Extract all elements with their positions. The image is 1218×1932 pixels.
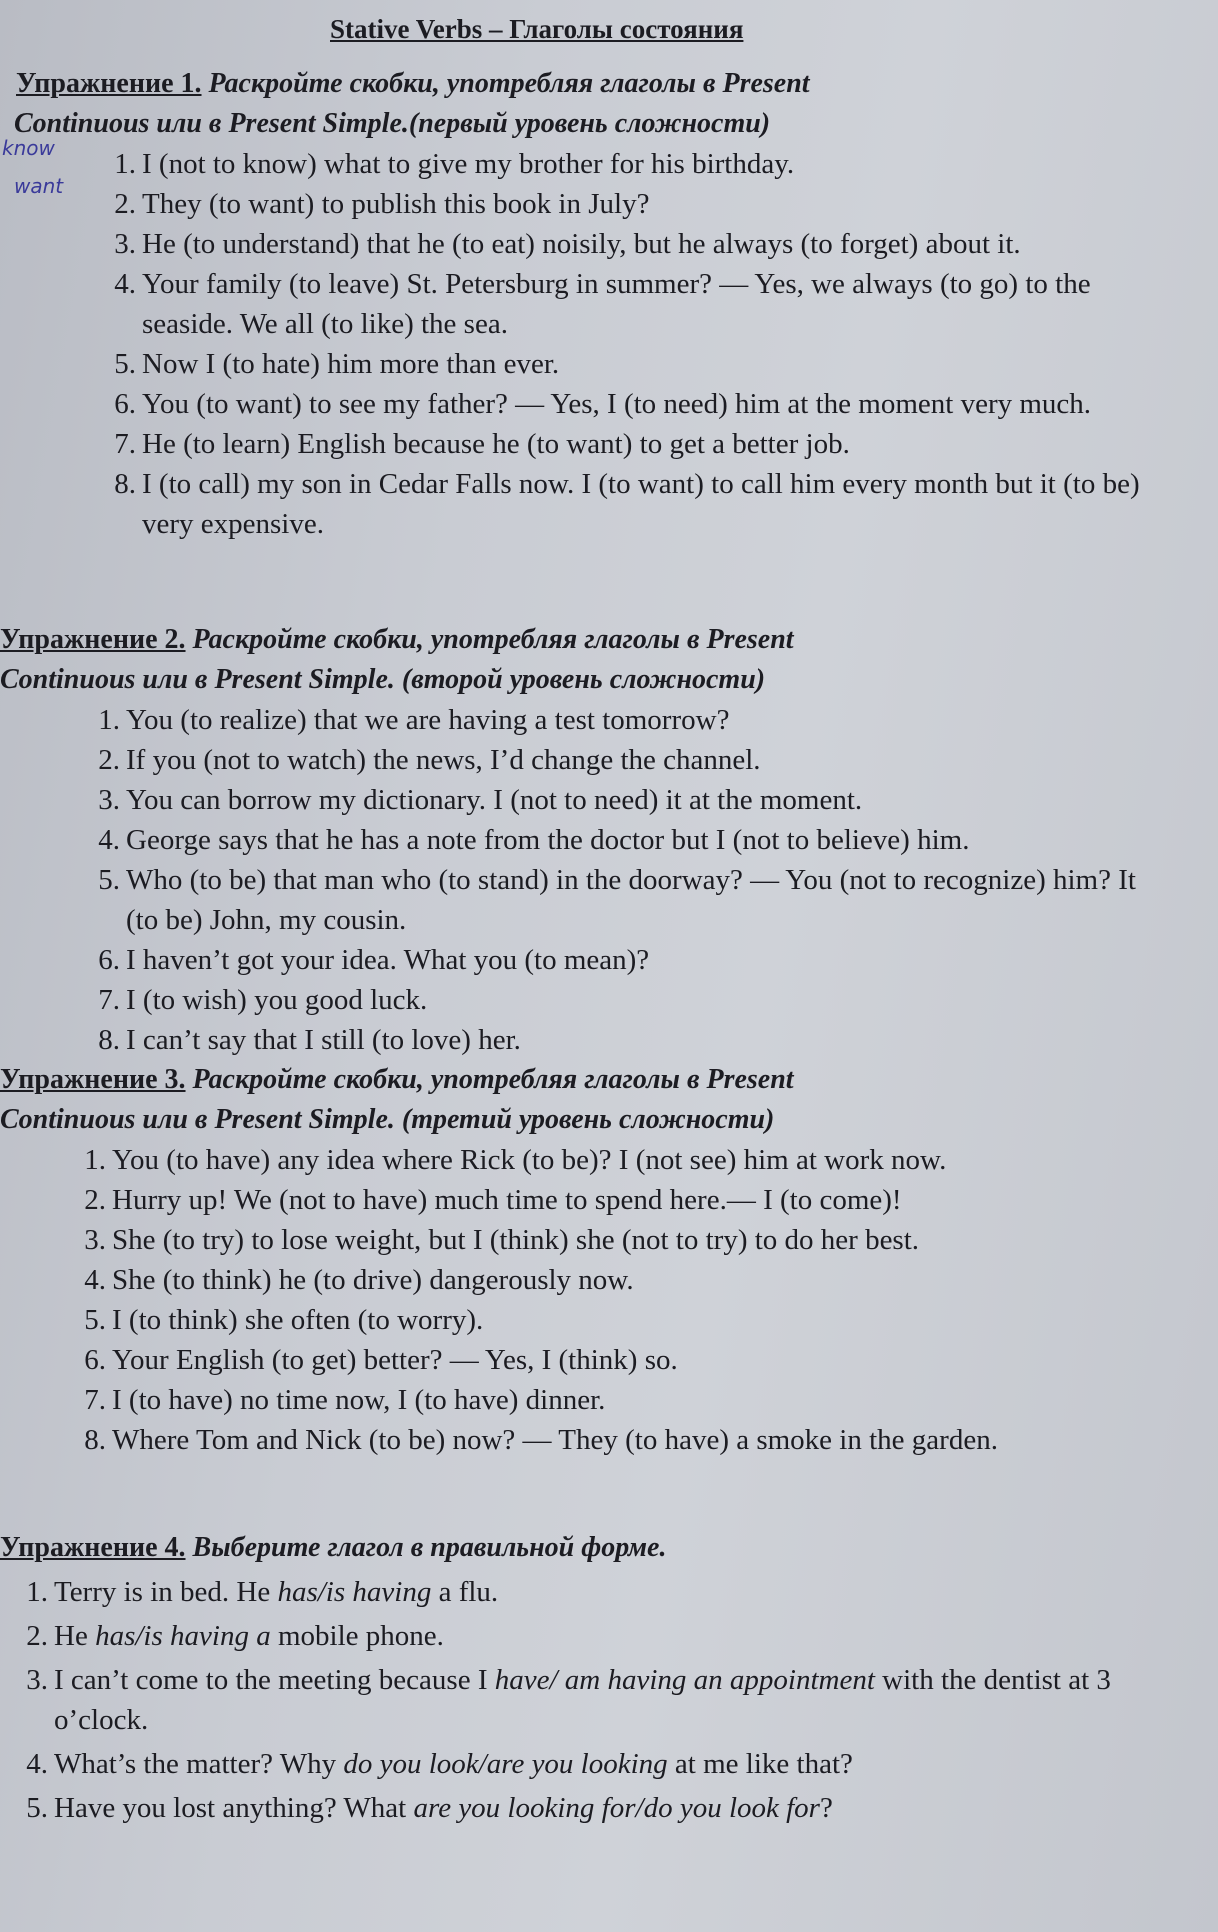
list-item: 8. I (to call) my son in Cedar Falls now. I (to want) to call him every month but it (to be) very expensive. — [114, 468, 1140, 540]
list-item: 2. He has/is having a mobile phone. — [26, 1620, 444, 1652]
answer-options: do you look/are you looking — [343, 1748, 668, 1780]
list-item: 2. Hurry up! We (not to have) much time to spend here.— I (to come)! — [84, 1184, 902, 1216]
list-item: 7. He (to learn) English because he (to want) to get a better job. — [114, 428, 850, 460]
list-item: 5. I (to think) she often (to worry). — [84, 1304, 484, 1336]
exercise-3-instruction-line1: Раскройте скобки, употребляя глаголы в Present — [192, 1064, 794, 1095]
exercise-1-label: Упражнение 1. — [16, 68, 202, 99]
list-item: 5. Who (to be) that man who (to stand) in the doorway? — You (not to recognize) him? It (to be) John, my cousin. — [98, 864, 1136, 936]
exercise-4 — [0, 1528, 1184, 1828]
exercise-1 — [0, 64, 1152, 544]
exercise-1-instruction-line2: Continuous или в Present Simple.(первый уровень сложности) — [14, 108, 771, 139]
exercise-3-instruction-line2: Continuous или в Present Simple. (третий уровень сложности) — [0, 1104, 775, 1135]
handwritten-note-know: know — [2, 136, 55, 160]
answer-options: have/ am having an appointment — [494, 1664, 875, 1696]
answer-options: are you looking for/do you look for — [413, 1792, 820, 1824]
exercise-4-list — [26, 1572, 1184, 1828]
exercise-3-heading — [0, 1060, 1172, 1140]
exercise-4-heading — [0, 1528, 1184, 1568]
list-item: 3. You can borrow my dictionary. I (not to need) it at the moment. — [98, 784, 863, 816]
list-item: 7. I (to wish) you good luck. — [98, 984, 428, 1016]
list-item: 4. George says that he has a note from the doctor but I (not to believe) him. — [98, 824, 970, 856]
exercise-2 — [0, 620, 1166, 1060]
list-item: 1. You (to realize) that we are having a test tomorrow? — [98, 704, 730, 736]
list-item: 3. He (to understand) that he (to eat) noisily, but he always (to forget) about it. — [114, 228, 1021, 260]
list-item: 4. What’s the matter? Why do you look/are you looking at me like that? — [26, 1748, 853, 1780]
exercise-3-list — [84, 1140, 1172, 1460]
exercise-4-instruction: Выберите глагол в правильной форме. — [192, 1532, 667, 1563]
handwritten-note-want: want — [14, 174, 64, 198]
exercise-1-heading — [0, 64, 1152, 144]
exercise-3 — [0, 1060, 1172, 1460]
list-item: 6. Your English (to get) better? — Yes, I (think) so. — [84, 1344, 678, 1376]
list-item: 1. I (not to know) what to give my brother for his birthday. — [114, 148, 795, 180]
list-item: 4. Your family (to leave) St. Petersburg in summer? — Yes, we always (to go) to the seaside. We all (to like) the sea. — [114, 268, 1091, 340]
exercise-2-instruction-line2: Continuous или в Present Simple. (второй уровень сложности) — [0, 664, 766, 695]
list-item: 3. I can’t come to the meeting because I have/ am having an appointment with the dentist at 3 o’clock. — [26, 1664, 1111, 1736]
list-item: 5. Now I (to hate) him more than ever. — [114, 348, 560, 380]
exercise-1-list — [114, 144, 1152, 544]
answer-options: has/is having — [277, 1576, 432, 1608]
list-item: 1. You (to have) any idea where Rick (to be)? I (not see) him at work now. — [84, 1144, 947, 1176]
exercise-2-list — [98, 700, 1166, 1060]
exercise-1-instruction-line1: Раскройте скобки, употребляя глаголы в Present — [208, 68, 810, 99]
list-item: 4. She (to think) he (to drive) dangerously now. — [84, 1264, 634, 1296]
list-item: 3. She (to try) to lose weight, but I (think) she (not to try) to do her best. — [84, 1224, 920, 1256]
list-item: 2. They (to want) to publish this book in July? — [114, 188, 650, 220]
exercise-3-label: Упражнение 3. — [0, 1064, 186, 1095]
list-item: 8. Where Tom and Nick (to be) now? — They (to have) a smoke in the garden. — [84, 1424, 998, 1456]
exercise-2-heading — [0, 620, 1166, 700]
page-title: Stative Verbs – Глаголы состояния — [330, 14, 744, 44]
answer-options: has/is having a — [95, 1620, 271, 1652]
list-item: 6. I haven’t got your idea. What you (to mean)? — [98, 944, 650, 976]
exercise-4-label: Упражнение 4. — [0, 1532, 186, 1563]
list-item: 8. I can’t say that I still (to love) her. — [98, 1024, 521, 1056]
exercise-2-instruction-line1: Раскройте скобки, употребляя глаголы в Present — [192, 624, 794, 655]
exercise-2-label: Упражнение 2. — [0, 624, 186, 655]
list-item: 6. You (to want) to see my father? — Yes, I (to need) him at the moment very much. — [114, 388, 1092, 420]
list-item: 1. Terry is in bed. He has/is having a flu. — [26, 1576, 499, 1608]
list-item: 2. If you (not to watch) the news, I’d change the channel. — [98, 744, 761, 776]
list-item: 7. I (to have) no time now, I (to have) dinner. — [84, 1384, 606, 1416]
list-item: 5. Have you lost anything? What are you looking for/do you look for? — [26, 1792, 833, 1824]
